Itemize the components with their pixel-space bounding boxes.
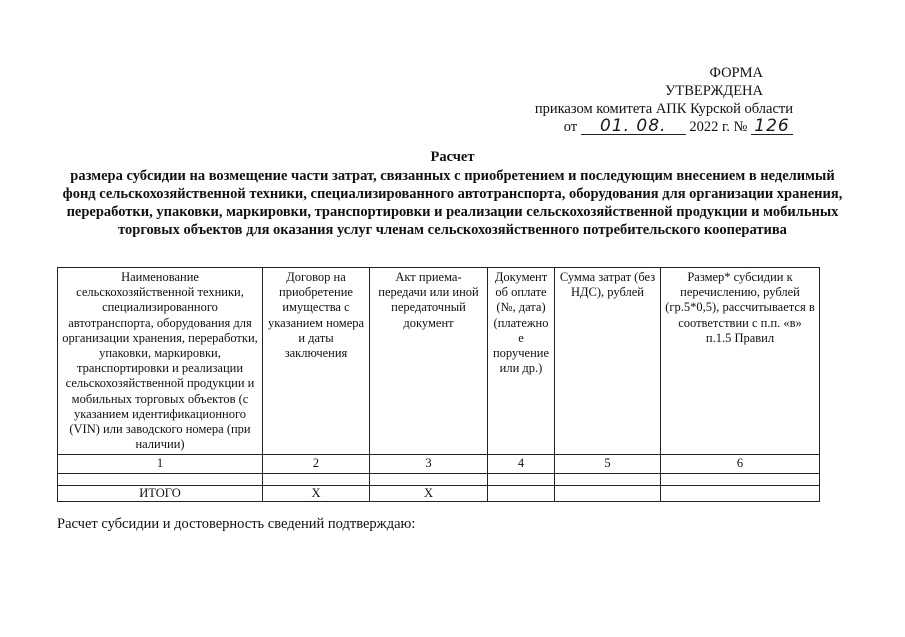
date-prefix: от (563, 119, 578, 135)
column-number-row (58, 455, 820, 473)
column-number: 1 (58, 455, 263, 473)
handwritten-date: 01. 08. (581, 118, 686, 135)
column-number: 2 (263, 455, 370, 473)
table-cell (263, 473, 370, 485)
subsidy-table (57, 267, 820, 502)
handwritten-order-number: 126 (751, 118, 793, 135)
form-label: ФОРМА (709, 65, 763, 81)
header-cell-contract: Договор на приобретение имущества с указанием номера и даты заключения (263, 268, 370, 455)
column-number: 4 (488, 455, 555, 473)
approved-label: УТВЕРЖДЕНА (665, 83, 763, 99)
year-and-number-label: 2022 г. № (689, 119, 748, 135)
confirmation-text: Расчет субсидии и достоверность сведений подтверждаю: (57, 516, 416, 532)
total-cell-payment (488, 485, 555, 501)
total-cell-cost (555, 485, 661, 501)
total-cell-transfer-act: Х (370, 485, 488, 501)
header-cell-transfer-act: Акт приема-передачи или иной передаточный документ (370, 268, 488, 455)
header-cell-payment-document: Документ об оплате (№, дата) (платежное поручение или др.) (488, 268, 555, 455)
header-cell-subsidy-size: Размер* субсидии к перечислению, рублей (гр.5*0,5), рассчитывается в соответствии с п.п. «в» п.1.5 Правил (661, 268, 820, 455)
table-cell (555, 473, 661, 485)
table-cell (661, 473, 820, 485)
document-title (60, 148, 845, 239)
title-body: размера субсидии на возмещение части затрат, связанных с приобретением и последующим внесением в неделимый фонд сельскохозяйственной техники, специализированного автотранспорта, оборудования для организации хранения, переработки, упаковки, маркировки, транспортировки и реализации сельскохозяйственной продукции и мобильных торговых объектов для оказания услуг членам сельскохозяйственного потребительского кооператива (62, 168, 843, 238)
table-cell (488, 473, 555, 485)
table-cell (58, 473, 263, 485)
approval-date-line (535, 118, 793, 136)
total-row (58, 485, 820, 501)
approval-order-text: приказом комитета АПК Курской области (534, 101, 793, 117)
column-number: 3 (370, 455, 488, 473)
table-header-row (58, 268, 820, 455)
table-row (58, 473, 820, 485)
total-cell-subsidy (661, 485, 820, 501)
total-cell-contract: Х (263, 485, 370, 501)
header-cell-cost-sum: Сумма затрат (без НДС), рублей (555, 268, 661, 455)
total-label: ИТОГО (58, 485, 263, 501)
table-cell (370, 473, 488, 485)
approval-block (535, 64, 793, 136)
column-number: 5 (555, 455, 661, 473)
title-heading: Расчет (430, 149, 475, 165)
column-number: 6 (661, 455, 820, 473)
header-cell-equipment-name: Наименование сельскохозяйственной техники, специализированного автотранспорта, оборудования для организации хранения, переработки, упаковки, маркировки, транспортировки и реализации сельскохозяйственной продукции и мобильных торговых объектов (с указанием идентификационного (VIN) или заводского номера (при наличии) (58, 268, 263, 455)
